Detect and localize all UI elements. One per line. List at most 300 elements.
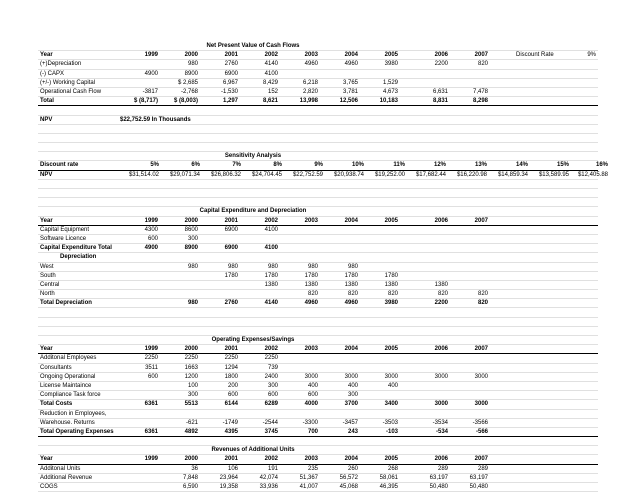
row-label[interactable]: Additonal Employees <box>40 355 97 362</box>
value-cell[interactable] <box>200 253 238 261</box>
value-cell[interactable] <box>120 391 158 399</box>
value-cell[interactable]: 300 <box>187 235 198 242</box>
value-cell[interactable]: 980 <box>227 263 238 270</box>
value-cell[interactable]: 980 <box>267 263 278 270</box>
row-label[interactable]: COGS <box>40 484 58 490</box>
value-cell[interactable] <box>120 465 158 473</box>
row-label[interactable]: West <box>40 263 54 270</box>
value-cell[interactable]: 4000 <box>304 401 318 408</box>
npv-cell[interactable]: $16,220.98 <box>456 171 487 178</box>
value-cell[interactable] <box>280 70 318 78</box>
year-header[interactable]: 1999 <box>144 346 158 353</box>
value-cell[interactable]: 8,621 <box>262 98 278 105</box>
value-cell[interactable] <box>410 253 448 261</box>
value-cell[interactable]: 3400 <box>384 401 398 408</box>
year-header[interactable]: 2007 <box>474 217 488 224</box>
year-header[interactable]: 2005 <box>384 217 398 224</box>
value-cell[interactable] <box>320 244 358 252</box>
value-cell[interactable] <box>410 235 448 243</box>
row-label[interactable]: Capital Equipment <box>40 226 90 233</box>
rate-cell[interactable]: 12% <box>433 162 446 169</box>
value-cell[interactable] <box>120 60 158 68</box>
value-cell[interactable] <box>360 263 398 271</box>
value-cell[interactable]: 820 <box>437 291 448 298</box>
row-label[interactable]: Depreciation <box>60 254 97 261</box>
value-cell[interactable]: 3700 <box>344 401 358 408</box>
value-cell[interactable]: 8600 <box>184 226 198 233</box>
value-cell[interactable]: 2,820 <box>302 88 318 95</box>
discount-rate-label[interactable]: Discount Rate <box>516 52 554 59</box>
value-cell[interactable] <box>410 226 448 234</box>
year-header[interactable]: 2007 <box>474 346 488 353</box>
value-cell[interactable] <box>160 281 198 289</box>
value-cell[interactable]: 820 <box>307 291 318 298</box>
value-cell[interactable] <box>280 410 318 418</box>
value-cell[interactable]: -3534 <box>432 419 448 426</box>
year-header[interactable]: 2002 <box>264 217 278 224</box>
year-header[interactable]: 2001 <box>224 456 238 463</box>
value-cell[interactable]: 3000 <box>384 373 398 380</box>
value-cell[interactable]: 4100 <box>264 245 278 252</box>
year-header[interactable]: 2000 <box>184 52 198 59</box>
row-label[interactable]: North <box>40 291 55 298</box>
value-cell[interactable]: 3000 <box>434 373 448 380</box>
value-cell[interactable]: 1780 <box>384 272 398 279</box>
value-cell[interactable]: 6,631 <box>432 88 448 95</box>
value-cell[interactable]: 8,298 <box>472 98 488 105</box>
value-cell[interactable]: 820 <box>387 291 398 298</box>
value-cell[interactable]: -3817 <box>142 88 158 95</box>
value-cell[interactable]: 1380 <box>384 281 398 288</box>
value-cell[interactable] <box>240 253 278 261</box>
value-cell[interactable] <box>360 364 398 372</box>
value-cell[interactable] <box>240 290 278 298</box>
value-cell[interactable] <box>410 382 448 390</box>
value-cell[interactable]: 2760 <box>224 300 238 307</box>
value-cell[interactable]: 4960 <box>344 300 358 307</box>
value-cell[interactable]: -3300 <box>302 419 318 426</box>
npv-cell[interactable]: $26,806.32 <box>210 171 241 178</box>
value-cell[interactable]: 3000 <box>344 373 358 380</box>
value-cell[interactable]: 400 <box>387 382 398 389</box>
value-cell[interactable]: 19,358 <box>219 484 238 490</box>
value-cell[interactable] <box>120 281 158 289</box>
value-cell[interactable] <box>450 354 488 362</box>
value-cell[interactable]: 50,480 <box>469 484 488 490</box>
year-header[interactable]: 2006 <box>434 346 448 353</box>
value-cell[interactable]: 1800 <box>224 373 238 380</box>
value-cell[interactable] <box>450 281 488 289</box>
value-cell[interactable]: 1294 <box>224 364 238 371</box>
value-cell[interactable] <box>410 391 448 399</box>
rate-cell[interactable]: 15% <box>556 162 569 169</box>
value-cell[interactable]: -1749 <box>222 419 238 426</box>
value-cell[interactable]: 243 <box>347 428 358 435</box>
value-cell[interactable]: 1380 <box>344 281 358 288</box>
value-cell[interactable]: 820 <box>347 291 358 298</box>
value-cell[interactable]: 4960 <box>304 300 318 307</box>
row-label[interactable]: Total Depreciation <box>40 300 92 307</box>
row-label[interactable]: (+/-) Working Capital <box>40 79 96 86</box>
value-cell[interactable]: -2,768 <box>180 88 198 95</box>
npv-label[interactable]: NPV <box>40 116 53 123</box>
value-cell[interactable] <box>120 410 158 418</box>
value-cell[interactable]: 2760 <box>224 61 238 68</box>
year-header[interactable]: 2007 <box>474 52 488 59</box>
value-cell[interactable]: 6,218 <box>302 79 318 86</box>
value-cell[interactable] <box>410 354 448 362</box>
spreadsheet[interactable] <box>38 42 608 492</box>
value-cell[interactable]: 400 <box>347 382 358 389</box>
year-header[interactable]: 1999 <box>144 52 158 59</box>
value-cell[interactable]: 4960 <box>304 61 318 68</box>
row-label[interactable]: Total Operating Expenses <box>40 428 114 435</box>
npv-cell[interactable]: $13,589.95 <box>538 171 569 178</box>
value-cell[interactable]: 4900 <box>144 70 158 77</box>
year-header[interactable]: 2000 <box>184 217 198 224</box>
value-cell[interactable] <box>200 410 238 418</box>
value-cell[interactable]: 3980 <box>384 300 398 307</box>
value-cell[interactable]: 1780 <box>304 272 318 279</box>
year-header[interactable]: 2000 <box>184 346 198 353</box>
value-cell[interactable] <box>450 382 488 390</box>
value-cell[interactable]: 600 <box>147 235 158 242</box>
value-cell[interactable] <box>120 483 158 491</box>
value-cell[interactable]: 58,061 <box>379 474 398 481</box>
row-label[interactable]: Software Licence <box>40 235 87 242</box>
value-cell[interactable] <box>280 244 318 252</box>
year-header[interactable]: 2006 <box>434 52 448 59</box>
value-cell[interactable]: 6289 <box>264 401 278 408</box>
header-label[interactable]: Year <box>40 52 53 59</box>
value-cell[interactable]: 4892 <box>184 428 198 435</box>
value-cell[interactable] <box>410 70 448 78</box>
value-cell[interactable] <box>450 70 488 78</box>
value-cell[interactable]: 33,936 <box>259 484 278 490</box>
value-cell[interactable]: 13,998 <box>299 98 318 105</box>
value-cell[interactable]: 2200 <box>434 61 448 68</box>
year-header[interactable]: 2007 <box>474 456 488 463</box>
value-cell[interactable]: 191 <box>267 465 278 472</box>
value-cell[interactable]: 400 <box>307 382 318 389</box>
value-cell[interactable] <box>120 299 158 307</box>
value-cell[interactable] <box>450 253 488 261</box>
header-label[interactable]: Year <box>40 346 53 353</box>
value-cell[interactable] <box>320 364 358 372</box>
row-label[interactable]: Central <box>40 281 60 288</box>
value-cell[interactable] <box>450 244 488 252</box>
value-cell[interactable]: 3,765 <box>342 79 358 86</box>
row-label[interactable]: Ongoing Operational <box>40 373 96 380</box>
value-cell[interactable]: $ 2,685 <box>177 79 198 86</box>
value-cell[interactable]: 2400 <box>264 373 278 380</box>
value-cell[interactable] <box>450 391 488 399</box>
value-cell[interactable]: 3000 <box>304 373 318 380</box>
value-cell[interactable]: 268 <box>387 465 398 472</box>
value-cell[interactable] <box>160 410 198 418</box>
value-cell[interactable] <box>320 226 358 234</box>
value-cell[interactable]: 152 <box>267 88 278 95</box>
value-cell[interactable]: 50,480 <box>429 484 448 490</box>
value-cell[interactable]: 700 <box>307 428 318 435</box>
discount-rate-value[interactable]: 9% <box>587 52 596 59</box>
value-cell[interactable] <box>450 410 488 418</box>
value-cell[interactable] <box>450 235 488 243</box>
row-label[interactable]: Warehouse. Returns <box>40 419 95 426</box>
row-label[interactable]: License Maintaince <box>40 382 92 389</box>
value-cell[interactable]: 4395 <box>224 428 238 435</box>
value-cell[interactable]: 1200 <box>184 373 198 380</box>
value-cell[interactable] <box>360 244 398 252</box>
value-cell[interactable]: 4140 <box>264 300 278 307</box>
value-cell[interactable]: 3000 <box>434 401 448 408</box>
value-cell[interactable] <box>120 382 158 390</box>
value-cell[interactable]: 42,074 <box>259 474 278 481</box>
year-header[interactable]: 2006 <box>434 217 448 224</box>
value-cell[interactable] <box>120 79 158 87</box>
year-header[interactable]: 2001 <box>224 52 238 59</box>
npv-cell[interactable]: $20,938.74 <box>333 171 364 178</box>
value-cell[interactable] <box>410 244 448 252</box>
value-cell[interactable] <box>120 263 158 271</box>
year-header[interactable]: 2001 <box>224 217 238 224</box>
npv-value[interactable]: $22,752.59 In Thousands <box>120 116 191 123</box>
npv-label[interactable]: NPV <box>40 171 53 178</box>
value-cell[interactable]: 820 <box>477 61 488 68</box>
value-cell[interactable]: 4,673 <box>382 88 398 95</box>
year-header[interactable]: 2004 <box>344 52 358 59</box>
value-cell[interactable] <box>120 290 158 298</box>
value-cell[interactable]: 980 <box>187 300 198 307</box>
value-cell[interactable]: 8900 <box>184 70 198 77</box>
value-cell[interactable]: 10,183 <box>379 98 398 105</box>
value-cell[interactable]: -621 <box>185 419 198 426</box>
year-header[interactable]: 2003 <box>304 52 318 59</box>
value-cell[interactable] <box>120 474 158 482</box>
value-cell[interactable]: 289 <box>477 465 488 472</box>
value-cell[interactable]: 1380 <box>264 281 278 288</box>
value-cell[interactable]: -566 <box>475 428 488 435</box>
value-cell[interactable]: 7,478 <box>472 88 488 95</box>
rate-cell[interactable]: 6% <box>191 162 200 169</box>
value-cell[interactable] <box>320 354 358 362</box>
value-cell[interactable]: 5513 <box>184 401 198 408</box>
value-cell[interactable]: 8,831 <box>432 98 448 105</box>
value-cell[interactable]: 235 <box>307 465 318 472</box>
header-label[interactable]: Year <box>40 217 53 224</box>
value-cell[interactable]: 45,068 <box>339 484 358 490</box>
rate-cell[interactable]: 11% <box>393 162 405 169</box>
value-cell[interactable]: 3511 <box>145 364 158 371</box>
value-cell[interactable]: 6900 <box>224 226 238 233</box>
value-cell[interactable] <box>280 354 318 362</box>
year-header[interactable]: 2003 <box>304 217 318 224</box>
row-label[interactable]: (+)Depreciation <box>40 61 82 68</box>
value-cell[interactable]: 2200 <box>434 300 448 307</box>
value-cell[interactable]: 6,967 <box>222 79 238 86</box>
value-cell[interactable]: 3980 <box>384 61 398 68</box>
year-header[interactable]: 2003 <box>304 456 318 463</box>
rate-cell[interactable]: 9% <box>314 162 323 169</box>
value-cell[interactable]: -1,530 <box>220 88 238 95</box>
value-cell[interactable] <box>450 272 488 280</box>
npv-cell[interactable]: $17,682.44 <box>415 171 446 178</box>
value-cell[interactable] <box>360 354 398 362</box>
year-header[interactable]: 2005 <box>384 346 398 353</box>
value-cell[interactable]: 600 <box>307 392 318 399</box>
value-cell[interactable] <box>200 290 238 298</box>
value-cell[interactable]: 1380 <box>434 281 448 288</box>
year-header[interactable]: 1999 <box>144 217 158 224</box>
value-cell[interactable] <box>280 253 318 261</box>
npv-cell[interactable]: $12,405.88 <box>577 171 608 178</box>
value-cell[interactable] <box>200 235 238 243</box>
value-cell[interactable] <box>450 226 488 234</box>
npv-cell[interactable]: $24,704.45 <box>251 171 282 178</box>
year-header[interactable]: 2001 <box>224 346 238 353</box>
value-cell[interactable] <box>360 253 398 261</box>
row-label[interactable]: South <box>40 272 56 279</box>
value-cell[interactable]: $ (8,717) <box>133 98 158 105</box>
row-label[interactable]: Compliance Task force <box>40 392 101 399</box>
value-cell[interactable]: 6900 <box>224 245 238 252</box>
value-cell[interactable] <box>120 419 158 427</box>
value-cell[interactable]: 6361 <box>144 401 158 408</box>
value-cell[interactable]: 4900 <box>144 245 158 252</box>
row-label[interactable]: Total Costs <box>40 401 73 408</box>
discount-rate-label[interactable]: Discount rate <box>40 162 79 169</box>
rate-cell[interactable]: 10% <box>351 162 364 169</box>
value-cell[interactable]: 1780 <box>344 272 358 279</box>
row-label[interactable]: Consultants <box>40 364 72 371</box>
row-label[interactable]: Reduction in Employees, <box>40 410 107 417</box>
year-header[interactable]: 2002 <box>264 346 278 353</box>
value-cell[interactable] <box>320 410 358 418</box>
npv-cell[interactable]: $31,514.02 <box>128 171 159 178</box>
value-cell[interactable]: 41,007 <box>299 484 318 490</box>
value-cell[interactable]: 6900 <box>224 70 238 77</box>
row-label[interactable]: Operational Cash Flow <box>40 88 102 95</box>
value-cell[interactable]: 8,429 <box>262 79 278 86</box>
value-cell[interactable] <box>280 364 318 372</box>
value-cell[interactable]: 200 <box>227 382 238 389</box>
value-cell[interactable] <box>280 235 318 243</box>
rate-cell[interactable]: 13% <box>474 162 487 169</box>
value-cell[interactable] <box>450 364 488 372</box>
value-cell[interactable] <box>200 281 238 289</box>
value-cell[interactable] <box>360 226 398 234</box>
value-cell[interactable]: 56,572 <box>339 474 358 481</box>
value-cell[interactable]: 600 <box>267 392 278 399</box>
year-header[interactable]: 1999 <box>144 456 158 463</box>
value-cell[interactable]: 6144 <box>224 401 238 408</box>
value-cell[interactable]: 4100 <box>264 70 278 77</box>
value-cell[interactable] <box>450 263 488 271</box>
value-cell[interactable]: 1,297 <box>222 98 238 105</box>
value-cell[interactable]: 51,367 <box>299 474 318 481</box>
rate-cell[interactable]: 5% <box>150 162 159 169</box>
value-cell[interactable]: 46,395 <box>379 484 398 490</box>
value-cell[interactable]: 300 <box>267 382 278 389</box>
value-cell[interactable]: 12,506 <box>339 98 358 105</box>
value-cell[interactable]: -3566 <box>472 419 488 426</box>
value-cell[interactable] <box>160 272 198 280</box>
npv-cell[interactable]: $29,071.34 <box>169 171 200 178</box>
value-cell[interactable]: 980 <box>347 263 358 270</box>
value-cell[interactable] <box>450 79 488 87</box>
value-cell[interactable] <box>410 364 448 372</box>
value-cell[interactable]: 23,964 <box>219 474 238 481</box>
value-cell[interactable] <box>240 410 278 418</box>
value-cell[interactable]: 3000 <box>474 401 488 408</box>
npv-cell[interactable]: $19,252.00 <box>374 171 405 178</box>
value-cell[interactable]: 980 <box>187 61 198 68</box>
value-cell[interactable]: 100 <box>187 382 198 389</box>
npv-cell[interactable]: $14,859.34 <box>497 171 528 178</box>
value-cell[interactable] <box>360 70 398 78</box>
value-cell[interactable] <box>120 253 158 261</box>
value-cell[interactable]: 2250 <box>144 355 158 362</box>
value-cell[interactable]: 2250 <box>224 355 238 362</box>
value-cell[interactable]: 8900 <box>184 245 198 252</box>
year-header[interactable]: 2004 <box>344 456 358 463</box>
value-cell[interactable] <box>410 263 448 271</box>
value-cell[interactable] <box>410 79 448 87</box>
value-cell[interactable]: -534 <box>435 428 448 435</box>
rate-cell[interactable]: 14% <box>515 162 528 169</box>
value-cell[interactable]: -2544 <box>262 419 278 426</box>
row-label[interactable]: Additonal Units <box>40 465 81 472</box>
header-label[interactable]: Year <box>40 456 53 463</box>
value-cell[interactable]: 6361 <box>144 428 158 435</box>
value-cell[interactable]: 36 <box>191 465 198 472</box>
value-cell[interactable] <box>360 391 398 399</box>
value-cell[interactable] <box>320 235 358 243</box>
year-header[interactable]: 2003 <box>304 346 318 353</box>
value-cell[interactable]: 600 <box>147 373 158 380</box>
year-header[interactable]: 2002 <box>264 52 278 59</box>
rate-cell[interactable]: 8% <box>273 162 282 169</box>
value-cell[interactable]: 3745 <box>264 428 278 435</box>
value-cell[interactable]: 3000 <box>474 373 488 380</box>
value-cell[interactable]: 3,781 <box>342 88 358 95</box>
value-cell[interactable]: 4100 <box>264 226 278 233</box>
value-cell[interactable] <box>320 253 358 261</box>
year-header[interactable]: 2005 <box>384 456 398 463</box>
value-cell[interactable]: 4300 <box>144 226 158 233</box>
value-cell[interactable]: 7,848 <box>182 474 198 481</box>
year-header[interactable]: 2005 <box>384 52 398 59</box>
value-cell[interactable]: -3457 <box>342 419 358 426</box>
value-cell[interactable]: 4960 <box>344 61 358 68</box>
value-cell[interactable] <box>360 410 398 418</box>
year-header[interactable]: 2004 <box>344 217 358 224</box>
value-cell[interactable]: 820 <box>477 291 488 298</box>
value-cell[interactable] <box>320 70 358 78</box>
row-label[interactable]: (-) CAPX <box>40 70 64 77</box>
value-cell[interactable] <box>410 272 448 280</box>
value-cell[interactable]: 1780 <box>264 272 278 279</box>
npv-cell[interactable]: $22,752.59 <box>292 171 323 178</box>
value-cell[interactable] <box>360 235 398 243</box>
year-header[interactable]: 2004 <box>344 346 358 353</box>
value-cell[interactable] <box>120 272 158 280</box>
value-cell[interactable]: 2250 <box>264 355 278 362</box>
value-cell[interactable] <box>240 235 278 243</box>
value-cell[interactable]: 63,197 <box>469 474 488 481</box>
value-cell[interactable]: 1780 <box>224 272 238 279</box>
value-cell[interactable]: 300 <box>187 392 198 399</box>
